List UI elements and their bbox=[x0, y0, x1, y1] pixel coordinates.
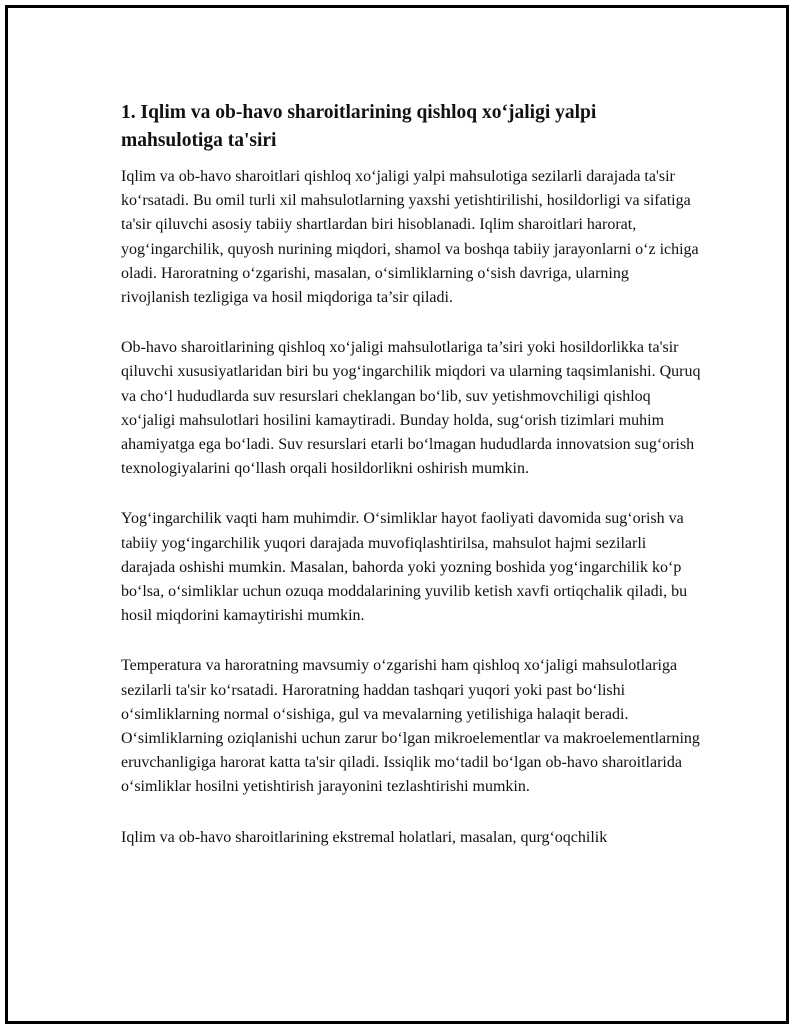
paragraph-4: Temperatura va haroratning mavsumiy o‘zgarishi ham qishloq xo‘jaligi mahsulotlariga sezilarli ta'sir ko‘rsatadi. Haroratning haddan tashqari yuqori yoki past bo‘lishi o‘simliklarning normal o‘sishiga, gul va mevalarning yetilishiga halaqit beradi. O‘simliklarning oziqlanishi uchun zarur bo‘lgan mikroelementlar va makroelementlarning eruvchanligiga harorat katta ta'sir qiladi. Issiqlik mo‘tadil bo‘lgan ob-havo sharoitlarida o‘simliklar hosilni yetishtirish jarayonini tezlashtirishi mumkin. bbox=[121, 657, 700, 796]
section-heading: 1. Iqlim va ob-havo sharoitlarining qishloq xo‘jaligi yalpi mahsulotiga ta'siri bbox=[121, 102, 597, 151]
paragraph-5: Iqlim va ob-havo sharoitlarining ekstremal holatlari, masalan, qurg‘oqchilik bbox=[121, 828, 608, 846]
paragraph-1: Iqlim va ob-havo sharoitlari qishloq xo‘jaligi yalpi mahsulotiga sezilarli darajada ta'sir ko‘rsatadi. Bu omil turli xil mahsulotlarning yaxshi yetishtirilishi, hosildorligi va sifatiga ta'sir qiluvchi asosiy tabiiy shartlardan biri hisoblanadi. Iqlim sharoitlari harorat, yog‘ingarchilik, quyosh nurining miqdori, shamol va boshqa tabiiy jarayonlarni o‘z ichiga oladi. Haroratning o‘zgarishi, masalan, o‘simliklarning o‘sish davriga, ularning rivojlanish tezligiga va hosil miqdoriga ta’sir qiladi. bbox=[121, 168, 699, 307]
page-frame bbox=[5, 5, 789, 1024]
document-body bbox=[121, 99, 701, 850]
paragraph-2: Ob-havo sharoitlarining qishloq xo‘jaligi mahsulotlariga ta’siri yoki hosildorlikka ta'sir qiluvchi xususiyatlaridan biri bu yog‘ingarchilik miqdori va ularning taqsimlanishi. Quruq va cho‘l hududlarda suv resurslari cheklangan bo‘lib, suv yetishmovchiligi qishloq xo‘jaligi mahsulotlari hosilini kamaytiradi. Bunday holda, sug‘orish tizimlari muhim ahamiyatga ega bo‘ladi. Suv resurslari etarli bo‘lmagan hududlarda innovatsion sug‘orish texnologiyalarini qo‘llash orqali hosildorlikni oshirish mumkin. bbox=[121, 339, 701, 478]
paragraph-3: Yog‘ingarchilik vaqti ham muhimdir. O‘simliklar hayot faoliyati davomida sug‘orish va tabiiy yog‘ingarchilik yuqori darajada muvofiqlashtirilsa, mahsulot hajmi sezilarli darajada oshishi mumkin. Masalan, bahorda yoki yozning boshida yog‘ingarchilik ko‘p bo‘lsa, o‘simliklar uchun ozuqa moddalarining yuvilib ketish xavfi ortiqchalik qiladi, bu hosil miqdorini kamaytirishi mumkin. bbox=[121, 510, 688, 625]
